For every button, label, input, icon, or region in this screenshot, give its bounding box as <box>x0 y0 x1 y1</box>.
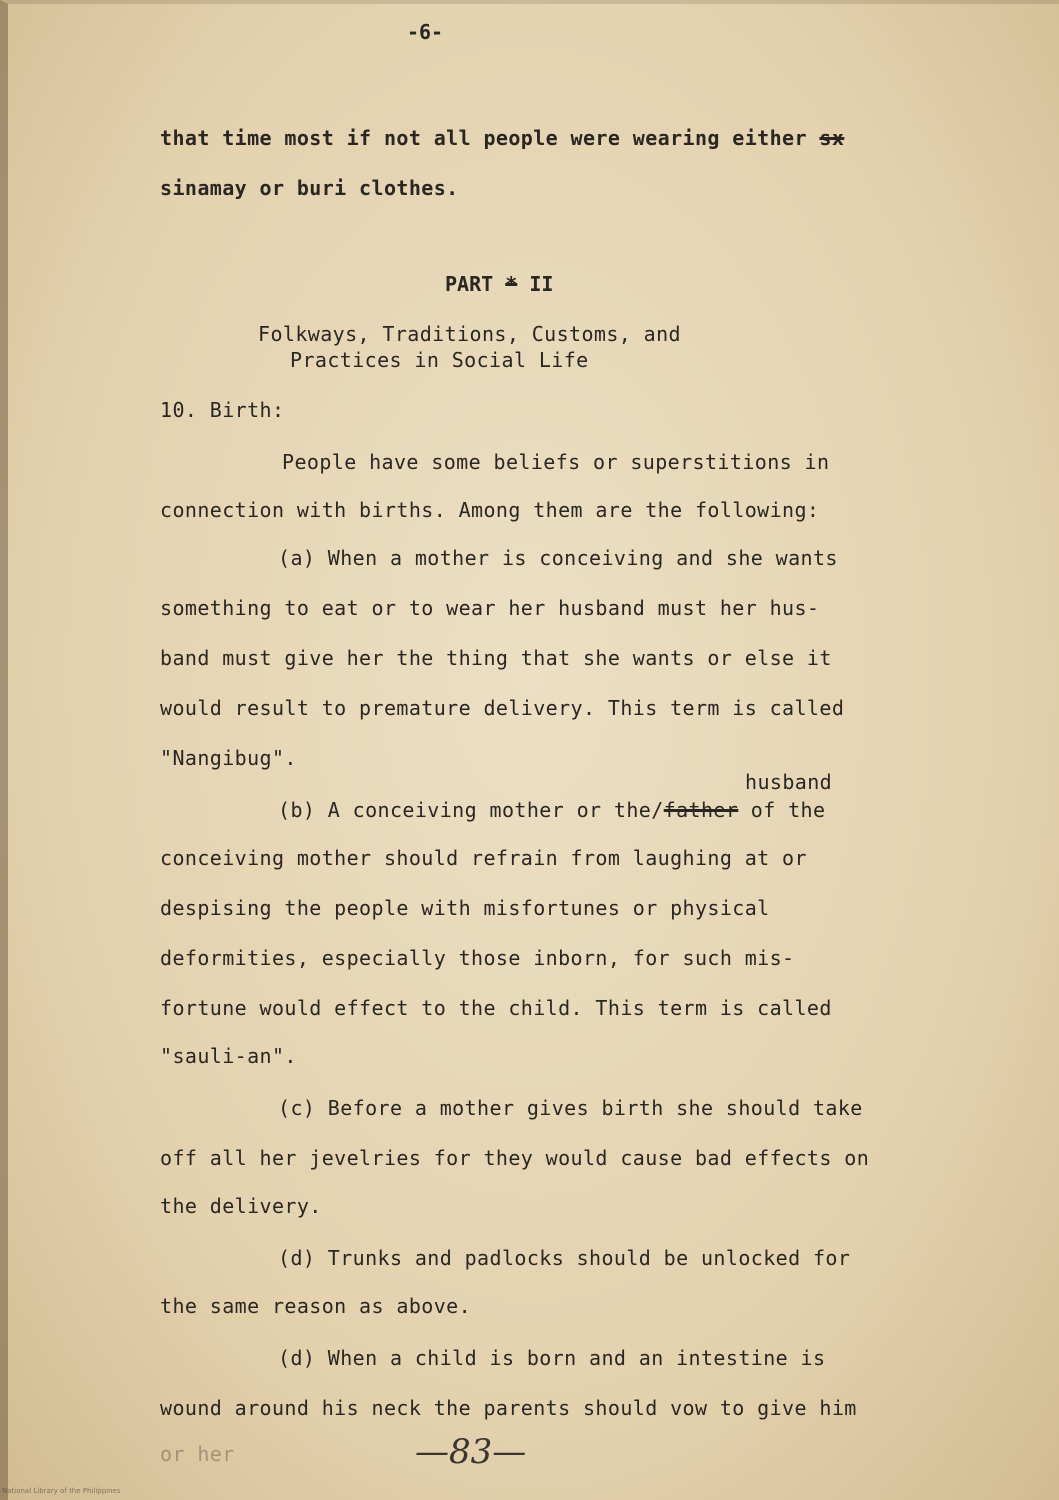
item-b-strikeout: father <box>663 798 739 822</box>
part-heading-label: PART <box>445 272 494 296</box>
section-title-line-1: Folkways, Traditions, Customs, and <box>258 322 681 346</box>
item-b-line-5: fortune would effect to the child. This term is called <box>160 996 832 1020</box>
intro-line-1-text: that time most if not all people were wearing either <box>160 126 807 150</box>
item-c-line-3: the delivery. <box>160 1194 322 1218</box>
item-a-line-5: "Nangibug". <box>160 746 297 770</box>
item-d-line-1: (d) Trunks and padlocks should be unlocked for <box>278 1246 851 1270</box>
part-heading-strikeout: * <box>505 272 518 296</box>
body-intro-1: People have some beliefs or superstitions in <box>282 450 830 474</box>
item-b-line-1-pre: (b) A conceiving mother or the/ <box>278 798 664 822</box>
item-b-line-4: deformities, especially those inborn, for such mis- <box>160 946 795 970</box>
item-c-line-1: (c) Before a mother gives birth she should take <box>278 1096 863 1120</box>
item-a-line-3: band must give her the thing that she wants or else it <box>160 646 832 670</box>
item-b-insertion: husband <box>745 770 833 794</box>
page-number: -6- <box>406 20 444 44</box>
item-e-line-3: or her <box>160 1442 235 1466</box>
item-e-line-2: wound around his neck the parents should vow to give him <box>160 1396 857 1420</box>
item-b-line-1-post: of the <box>738 798 826 822</box>
item-b-line-1 <box>278 798 825 822</box>
body-intro-2: connection with births. Among them are the following: <box>160 498 820 522</box>
item-b-line-3: despising the people with misfortunes or physical <box>160 896 770 920</box>
item-e-line-1: (d) When a child is born and an intestine is <box>278 1346 826 1370</box>
item-c-line-2: off all her jevelries for they would cause bad effects on <box>160 1146 870 1170</box>
item-b-line-2: conceiving mother should refrain from laughing at or <box>160 846 807 870</box>
intro-line-2: sinamay or buri clothes. <box>160 176 459 200</box>
item-a-line-2: something to eat or to wear her husband must her hus- <box>160 596 820 620</box>
handwritten-page-number: —83— <box>415 1432 527 1472</box>
section-title-line-2: Practices in Social Life <box>290 348 589 372</box>
item-a-line-1: (a) When a mother is conceiving and she wants <box>278 546 838 570</box>
intro-strikeout: sx <box>819 126 845 150</box>
section-label: 10. Birth: <box>160 398 285 422</box>
item-a-line-4: would result to premature delivery. This term is called <box>160 696 845 720</box>
intro-line-1 <box>160 126 844 150</box>
part-heading <box>445 272 553 296</box>
item-b-line-6: "sauli-an". <box>160 1044 297 1068</box>
part-heading-numeral: II <box>529 272 554 296</box>
footer-credit: National Library of the Philippines <box>2 1487 121 1495</box>
item-d-line-2: the same reason as above. <box>160 1294 472 1318</box>
